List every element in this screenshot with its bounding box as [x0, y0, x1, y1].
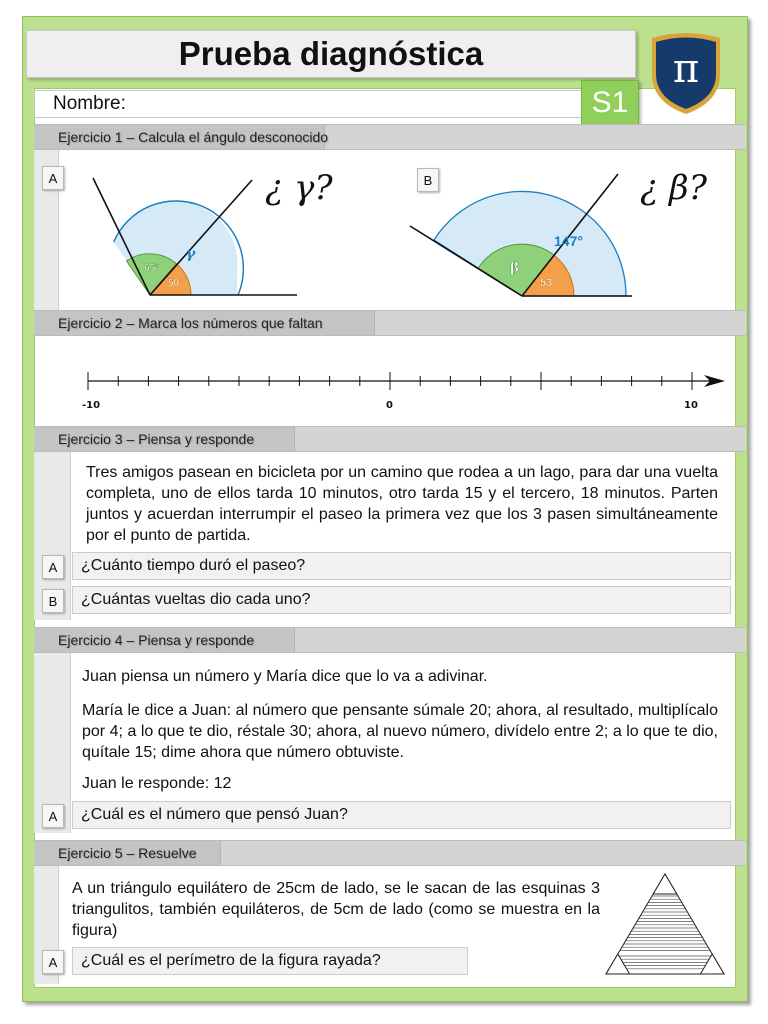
pi-shield-icon: [646, 30, 726, 116]
number-line-label-zero: 0: [386, 400, 393, 411]
ex1-header: [34, 124, 746, 150]
ex3-b-letter: B: [42, 589, 64, 613]
ex3-title: Ejercicio 3 – Piensa y responde: [58, 431, 255, 447]
ex5-text: A un triángulo equilátero de 25cm de lado, se le sacan de las esquinas 3 triangulitos, también equiláteros, de 5cm de lado (como se muestra en la figura): [72, 880, 600, 939]
ex4-p3: Juan le responde: 12: [82, 775, 232, 792]
ex3-header: [34, 426, 746, 452]
ex1-b-letter: B: [417, 168, 439, 192]
page-title: Prueba diagnóstica: [178, 35, 484, 72]
ex1-a-label-65: 65°: [144, 263, 160, 274]
number-line-label-min: -10: [82, 400, 101, 411]
ex2-title: Ejercicio 2 – Marca los números que faltan: [58, 315, 323, 331]
session-label: S1: [591, 86, 629, 119]
ex2-header: [34, 310, 746, 336]
name-label: Nombre:: [53, 93, 126, 114]
ex5-title: Ejercicio 5 – Resuelve: [58, 845, 197, 861]
hatched-triangle-figure: [600, 870, 730, 978]
ex1-title: Ejercicio 1 – Calcula el ángulo desconocido: [58, 129, 329, 145]
ex3-text: Tres amigos pasean en bicicleta por un camino que rodea a un lago, para dar una vuelta completa, uno de ellos tarda 10 minutos, otro tarda 15 y el tercero, 18 minutos. Parten juntos y acuerdan interrumpir el paseo la primera vez que los 3 pasen simultáneamente por el punto de partida.: [86, 464, 718, 544]
ex5-header: [34, 840, 746, 866]
corner-triangle-left: [606, 954, 630, 974]
ex1-a-figure: [80, 160, 400, 310]
number-line-label-max: 10: [684, 400, 698, 411]
ex4-a-letter: A: [42, 804, 64, 828]
ex1-b-greek: β: [510, 260, 520, 276]
corner-triangle-right: [700, 954, 724, 974]
ex4-p1: Juan piensa un número y María dice que lo va a adivinar.: [82, 668, 488, 685]
title-banner: [26, 30, 636, 78]
ex5-a-letter: A: [42, 950, 64, 974]
ex3-question-b[interactable]: ¿Cuántas vueltas dio cada uno?: [72, 586, 731, 614]
ex1-a-letter: A: [42, 166, 64, 190]
ex1-a-question: ¿ γ?: [265, 168, 333, 208]
number-line-ticks: [88, 372, 692, 390]
number-line: [80, 364, 730, 398]
ex3-a-letter: A: [42, 555, 64, 579]
ex1-a-greek: γ: [186, 246, 196, 262]
ex1-b-question: ¿ β?: [640, 168, 707, 208]
ex4-header: [34, 627, 746, 653]
ex1-b-label-53: 53°: [540, 277, 557, 289]
ex4-p2: María le dice a Juan: al número que pensante súmale 20; ahora, al resultado, multiplícalo por 4; a lo que te dio, réstale 30; ahora, al nuevo número, divídelo entre 2; a lo que te dio, quítale 15; dime ahora que número obtuviste.: [82, 702, 718, 761]
logo-symbol: π: [672, 46, 700, 92]
hatch-lines: [619, 896, 711, 969]
ex1-b-label-147: 147°: [554, 233, 583, 249]
name-field[interactable]: [34, 90, 582, 118]
ex4-question-a[interactable]: ¿Cuál es el número que pensó Juan?: [72, 801, 731, 829]
session-badge: [581, 80, 639, 126]
ex5-question-a[interactable]: ¿Cuál es el perímetro de la figura rayada?: [72, 947, 468, 975]
ex1-a-label-50: 50°: [168, 278, 184, 289]
ex3-question-a[interactable]: ¿Cuánto tiempo duró el paseo?: [72, 552, 731, 580]
corner-triangle-top: [653, 874, 677, 894]
ex4-title: Ejercicio 4 – Piensa y responde: [58, 632, 255, 648]
logo: [646, 30, 726, 116]
